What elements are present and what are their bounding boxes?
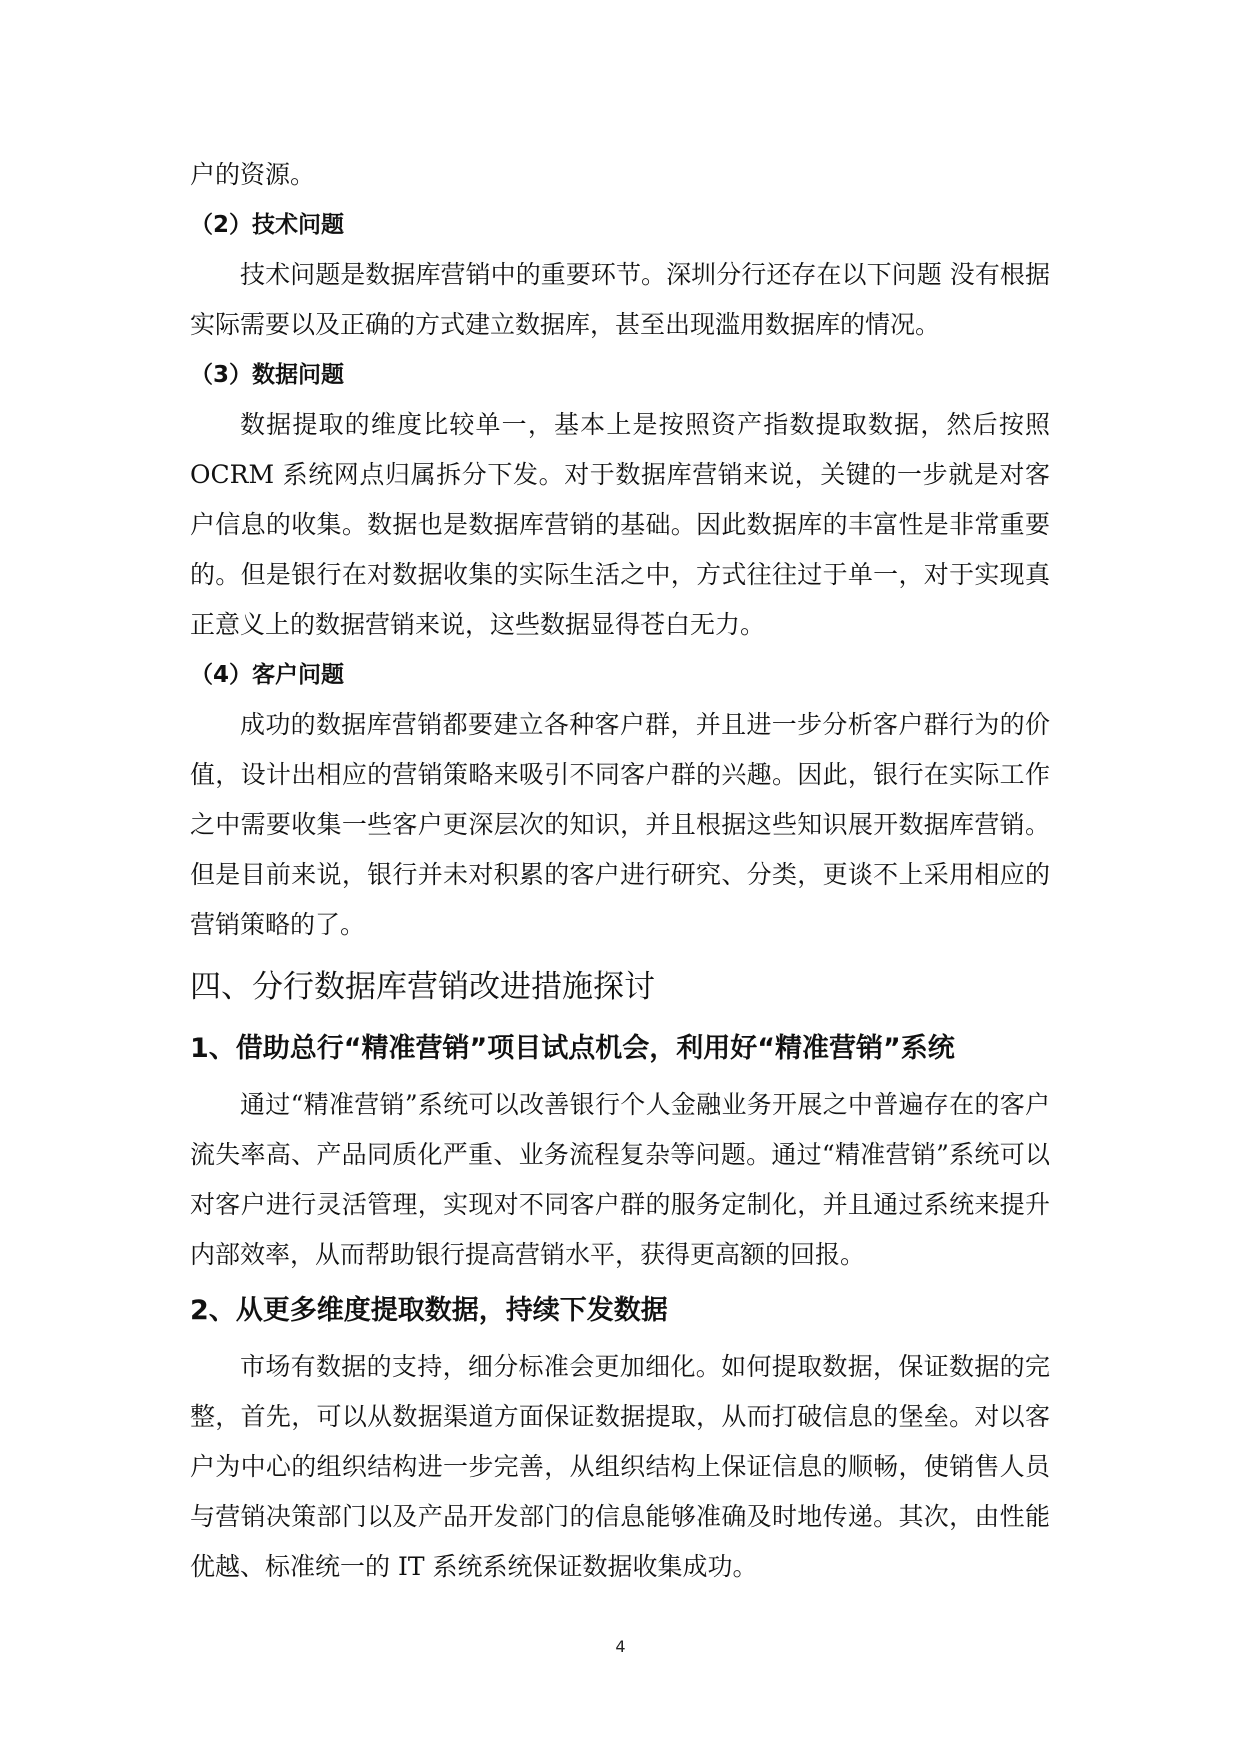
continued-paragraph: 户的资源。 <box>190 160 316 189</box>
section-heading-precision-marketing: 1、借助总行“精准营销”项目试点机会，利用好“精准营销”系统 <box>190 1033 955 1064</box>
page-body <box>190 150 1050 1592</box>
subheading-data-issues: （3）数据问题 <box>190 362 345 388</box>
paragraph-precision-marketing: 通过“精准营销”系统可以改善银行个人金融业务开展之中普遍存在的客户流失率高、产品同质化严重、业务流程复杂等问题。通过“精准营销”系统可以对客户进行灵活管理，实现对不同客户群的服务定制化，并且通过系统来提升内部效率，从而帮助银行提高营销水平，获得更高额的回报。 <box>190 1090 1050 1269</box>
paragraph-data-issues: 数据提取的维度比较单一，基本上是按照资产指数提取数据，然后按照OCRM 系统网点归属拆分下发。对于数据库营销来说，关键的一步就是对客户信息的收集。数据也是数据库营销的基础。因此数据库的丰富性是非常重要的。但是银行在对数据收集的实际生活之中，方式往往过于单一，对于实现真正意义上的数据营销来说，这些数据显得苍白无力。 <box>190 410 1050 639</box>
paragraph-customer-issues: 成功的数据库营销都要建立各种客户群，并且进一步分析客户群行为的价值，设计出相应的营销策略来吸引不同客户群的兴趣。因此，银行在实际工作之中需要收集一些客户更深层次的知识，并且根据这些知识展开数据库营销。但是目前来说，银行并未对积累的客户进行研究、分类，更谈不上采用相应的营销策略的了。 <box>190 710 1050 939</box>
chapter-heading: 四、分行数据库营销改进措施探讨 <box>190 969 655 1005</box>
subheading-customer-issues: （4）客户问题 <box>190 662 345 688</box>
subheading-technical-issues: （2）技术问题 <box>190 212 345 238</box>
paragraph-data-extraction: 市场有数据的支持，细分标准会更加细化。如何提取数据，保证数据的完整，首先，可以从数据渠道方面保证数据提取，从而打破信息的堡垒。对以客户为中心的组织结构进一步完善，从组织结构上保证信息的顺畅，使销售人员与营销决策部门以及产品开发部门的信息能够准确及时地传递。其次，由性能优越、标准统一的 IT 系统系统保证数据收集成功。 <box>190 1352 1050 1581</box>
section-heading-data-extraction: 2、从更多维度提取数据，持续下发数据 <box>190 1295 668 1326</box>
paragraph-technical-issues: 技术问题是数据库营销中的重要环节。深圳分行还存在以下问题 没有根据实际需要以及正确的方式建立数据库，甚至出现滥用数据库的情况。 <box>190 260 1050 339</box>
page-number: 4 <box>615 1637 626 1656</box>
